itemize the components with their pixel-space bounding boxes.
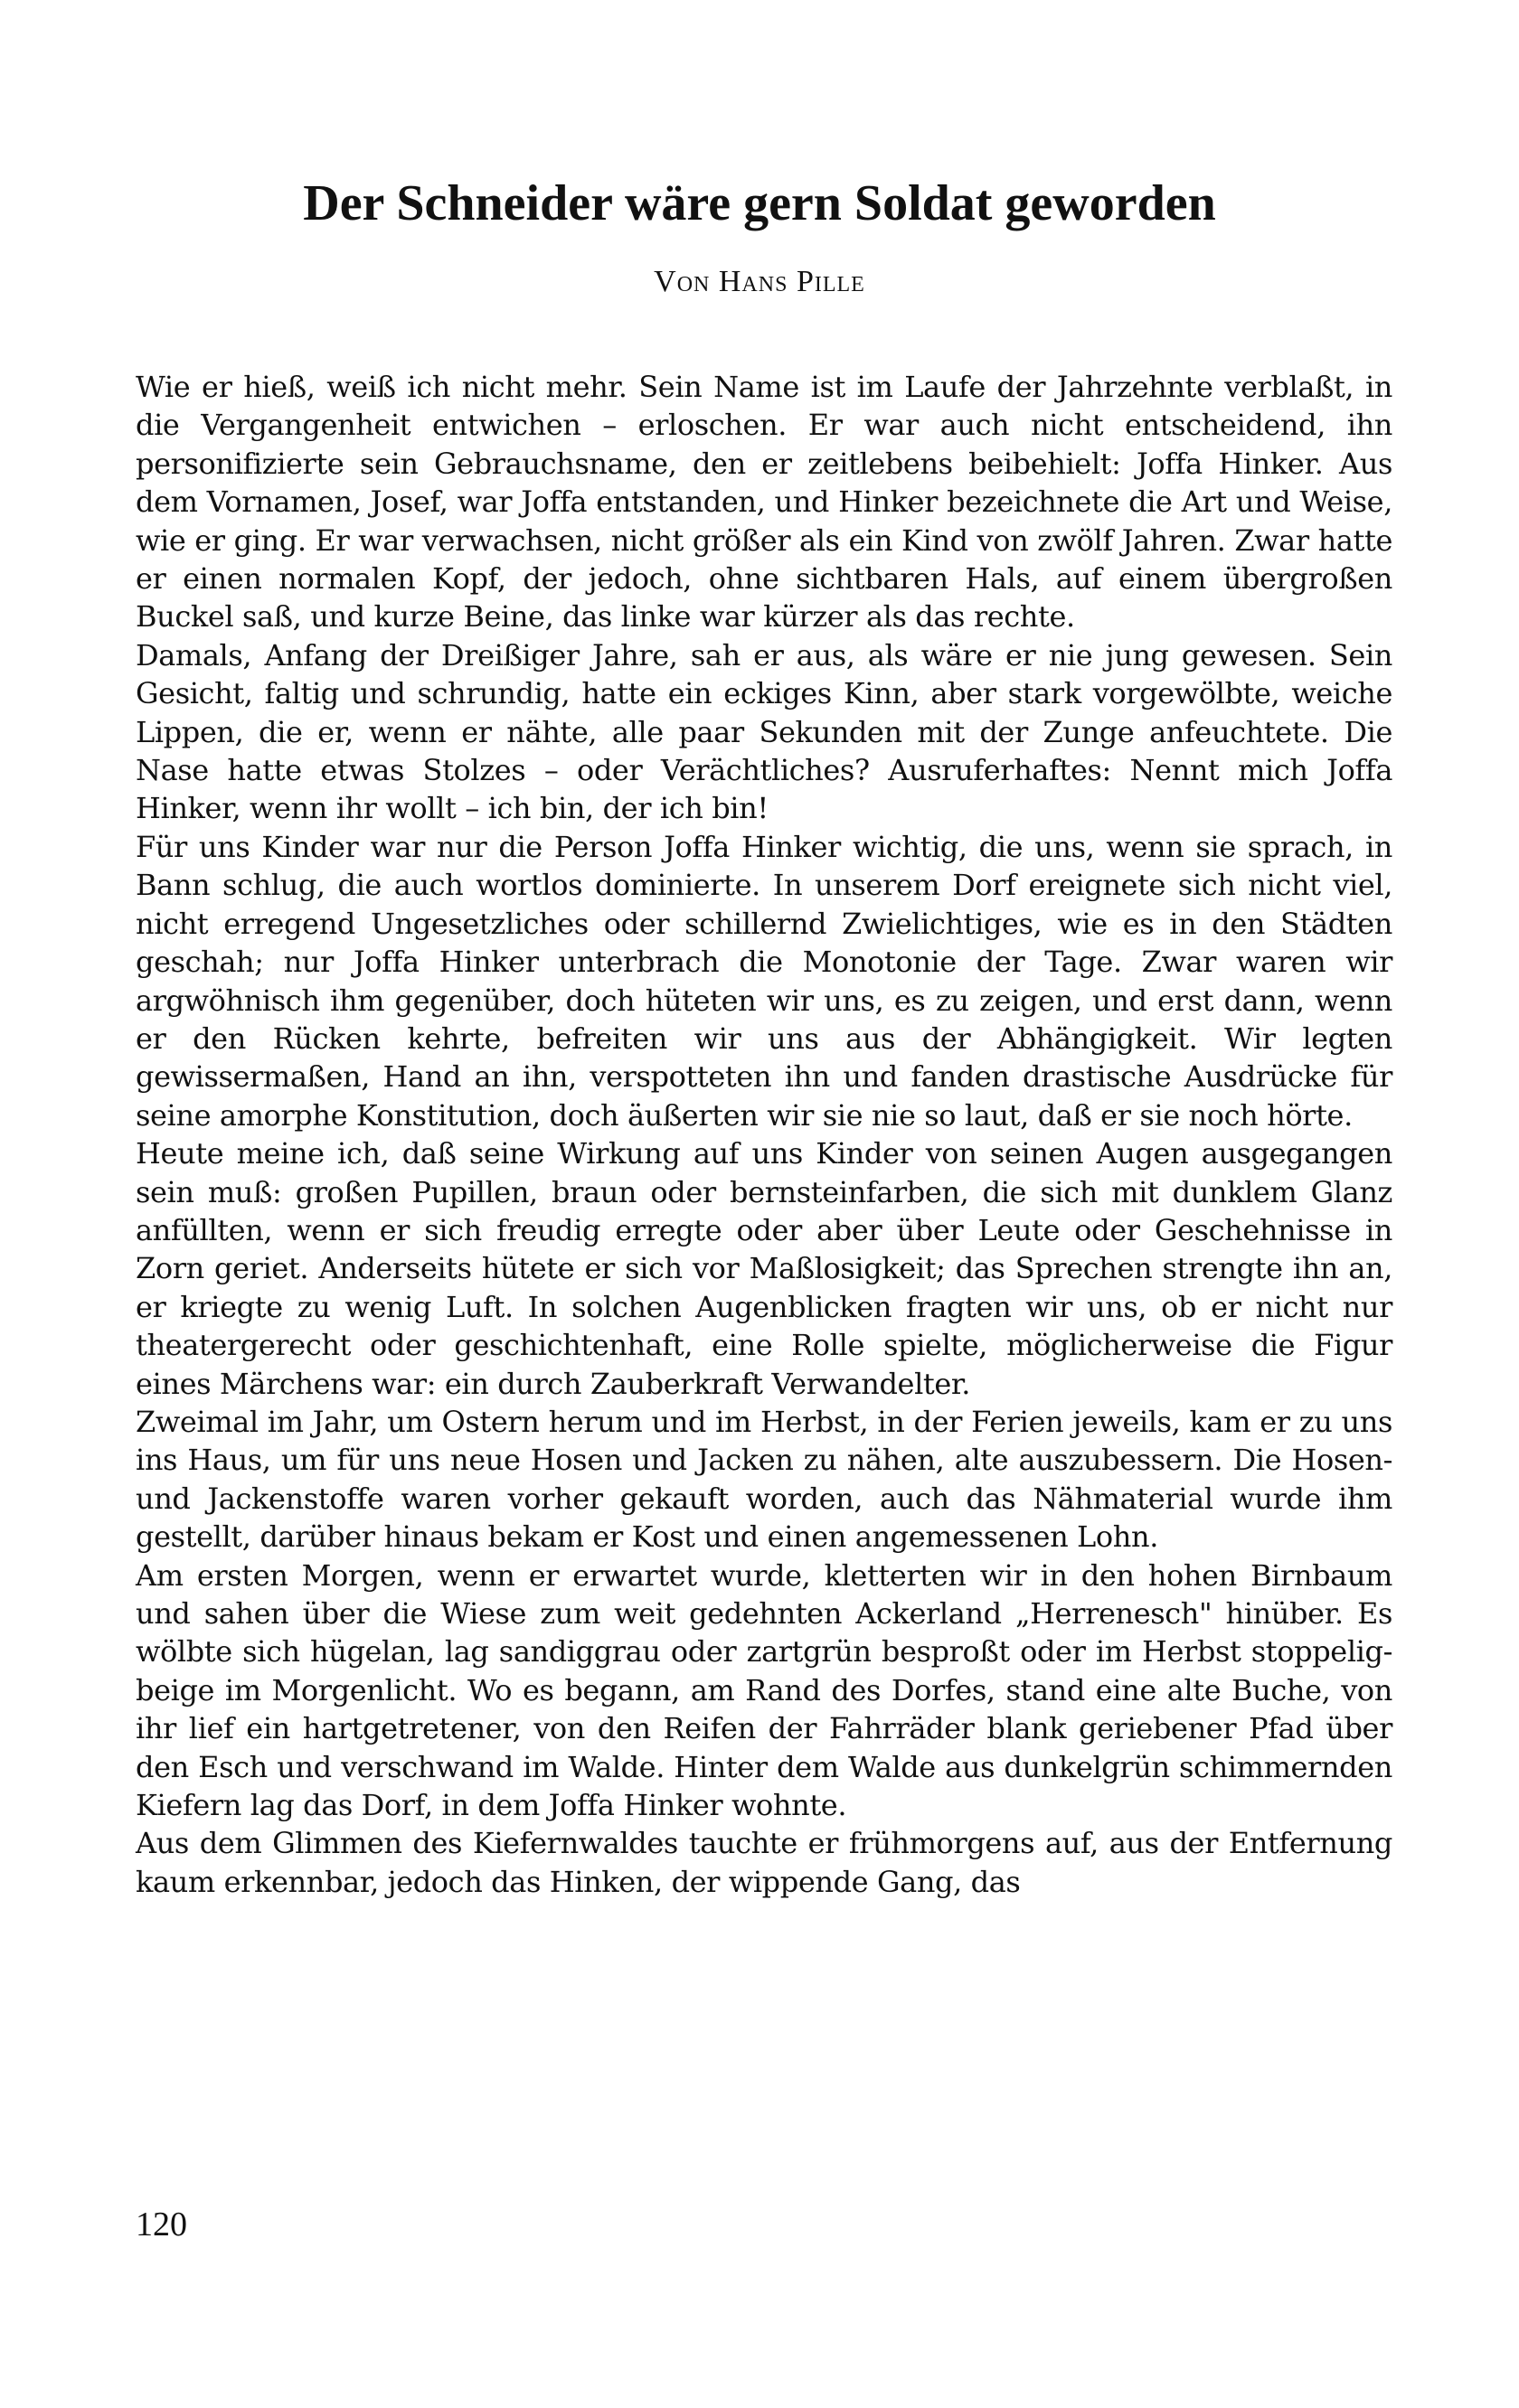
article-body	[136, 368, 1392, 1901]
article-title: Der Schneider wäre gern Soldat geworden	[303, 175, 1216, 231]
paragraph-4: Heute meine ich, daß seine Wirkung auf uns Kinder von seinen Augen ausgegangen sein muß: großen Pupillen, braun oder bernsteinfarben, die sich mit dunklem Glanz anfüllten, wenn er sich freudig erregte oder aber über Leute oder Geschehnisse in Zorn geriet. Anderseits hütete er sich vor Maßlosigkeit; das Sprechen strengte ihn an, er kriegte zu wenig Luft. In solchen Augenblicken fragten wir uns, ob er nicht nur theatergerecht oder geschichtenhaft, eine Rolle spielte, möglicherweise die Figur eines Märchens war: ein durch Zauberkraft Verwandelter.	[136, 1136, 1392, 1401]
paragraph-7: Aus dem Glimmen des Kiefernwaldes tauchte er frühmorgens auf, aus der Entfernung kaum erkennbar, jedoch das Hinken, der wippende Gang, das	[136, 1826, 1392, 1899]
paragraph-2: Damals, Anfang der Dreißiger Jahre, sah er aus, als wäre er nie jung gewesen. Sein Gesicht, faltig und schrundig, hatte ein eckiges Kinn, aber stark vorgewölbte, weiche Lippen, die er, wenn er nähte, alle paar Sekunden mit der Zunge anfeuchtete. Die Nase hatte etwas Stolzes – oder Verächtliches? Ausruferhaftes: Nennt mich Joffa Hinker, wenn ihr wollt – ich bin, der ich bin!	[136, 637, 1392, 826]
paragraph-3: Für uns Kinder war nur die Person Joffa Hinker wichtig, die uns, wenn sie sprach, in Bann schlug, die auch wortlos dominierte. In unserem Dorf ereignete sich nicht viel, nicht erregend Ungesetzliches oder schillernd Zwielichtiges, wie es in den Städten geschah; nur Joffa Hinker unterbrach die Monotonie der Tage. Zwar waren wir argwöhnisch ihm gegenüber, doch hüteten wir uns, es zu zeigen, und erst dann, wenn er den Rücken kehrte, befreiten wir uns aus der Abhängigkeit. Wir legten gewissermaßen, Hand an ihn, verspotteten ihn und fanden drastische Ausdrücke für seine amorphe Konstitution, doch äußerten wir sie nie so laut, daß er sie noch hörte.	[136, 829, 1392, 1133]
article-author: Von Hans Pille	[654, 265, 865, 298]
paragraph-1: Wie er hieß, weiß ich nicht mehr. Sein Name ist im Laufe der Jahrzehnte verblaßt, in die Vergangenheit entwichen – erloschen. Er war auch nicht entscheidend, ihn personifizierte sein Gebrauchsname, den er zeitlebens beibehielt: Joffa Hinker. Aus dem Vornamen, Josef, war Joffa entstanden, und Hinker bezeichnete die Art und Weise, wie er ging. Er war verwachsen, nicht größer als ein Kind von zwölf Jahren. Zwar hatte er einen normalen Kopf, der jedoch, ohne sichtbaren Hals, auf einem übergroßen Buckel saß, und kurze Beine, das linke war kürzer als das rechte.	[136, 370, 1392, 635]
page-number: 120	[136, 2206, 187, 2243]
paragraph-5: Zweimal im Jahr, um Ostern herum und im Herbst, in der Ferien jeweils, kam er zu uns ins Haus, um für uns neue Hosen und Jacken zu nähen, alte auszubessern. Die Hosen- und Jackenstoffe waren vorher gekauft worden, auch das Nähmaterial wurde ihm gestellt, darüber hinaus bekam er Kost und einen angemessenen Lohn.	[136, 1404, 1392, 1555]
paragraph-6: Am ersten Morgen, wenn er erwartet wurde, kletterten wir in den hohen Birnbaum und sahen über die Wiese zum weit gedehnten Ackerland „Herrenesch" hinüber. Es wölbte sich hügelan, lag sandiggrau oder zartgrün besproßt oder im Herbst stoppelig-beige im Morgenlicht. Wo es begann, am Rand des Dorfes, stand eine alte Buche, von ihr lief ein hartgetretener, von den Reifen der Fahrräder blank geriebener Pfad über den Esch und verschwand im Walde. Hinter dem Walde aus dunkelgrün schimmernden Kiefern lag das Dorf, in dem Joffa Hinker wohnte.	[136, 1557, 1392, 1823]
